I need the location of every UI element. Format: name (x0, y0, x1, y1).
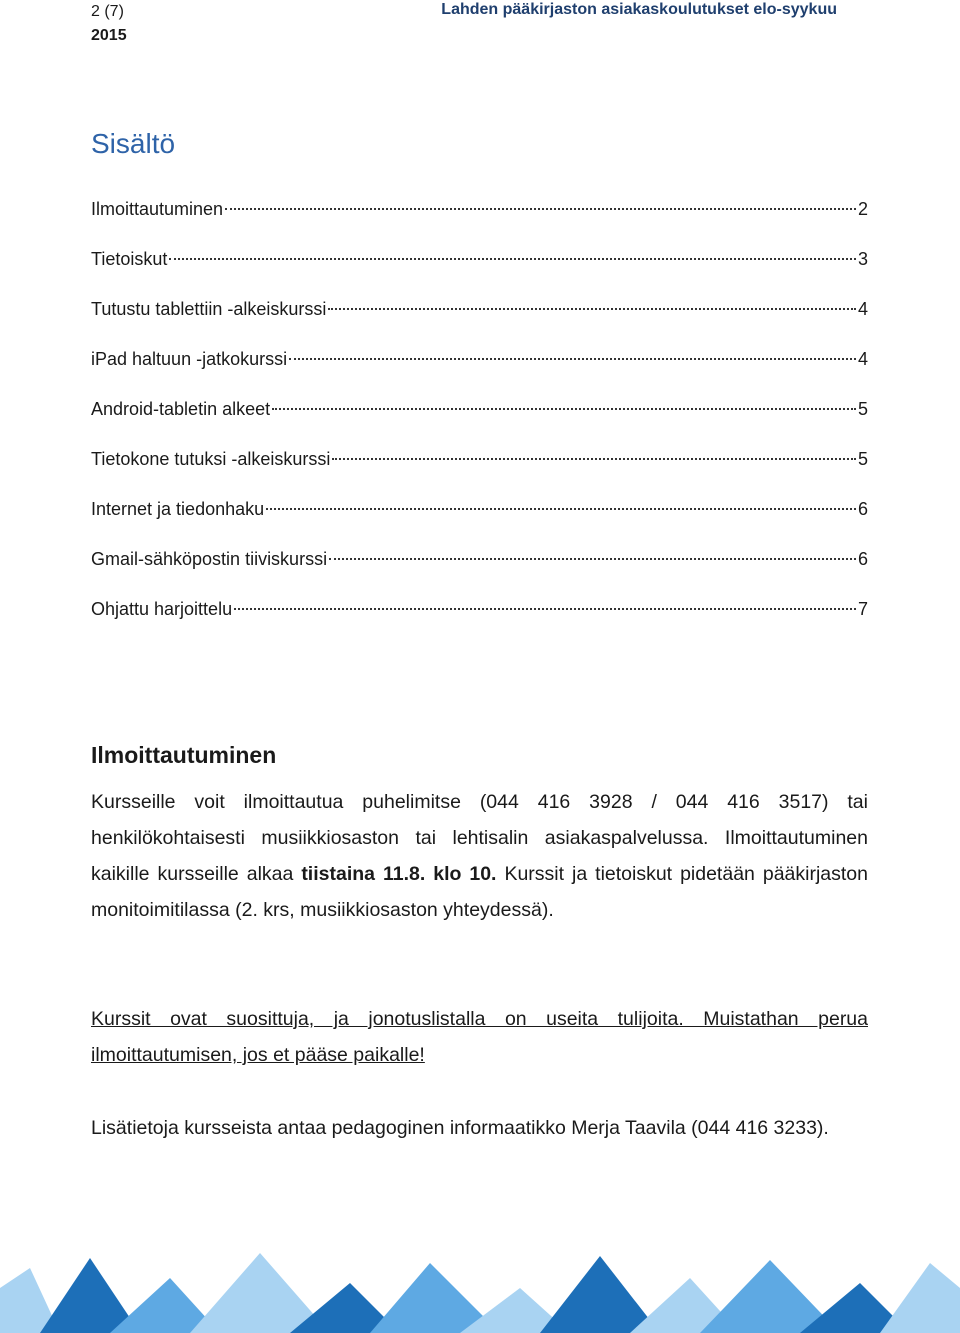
toc-item-label: Ohjattu harjoittelu (91, 599, 233, 619)
header-year: 2015 (91, 27, 127, 44)
page-number-block (91, 0, 127, 48)
table-of-contents (91, 196, 868, 646)
toc-leader (169, 258, 856, 260)
toc-item[interactable] (91, 196, 868, 246)
toc-leader (289, 358, 856, 360)
toc-item-page: 4 (857, 299, 868, 319)
toc-item-label: iPad haltuun -jatkokurssi (91, 349, 288, 369)
registration-text-start: Kursseille voit ilmoittautua puhelimitse (044 416 3928 / 044 416 3517) tai henkilökohtaisesti musiikkiosaston tai lehtisalin asiakaspalvelussa. Ilmoittautuminen kaikille kursseille alkaa (91, 791, 868, 885)
toc-item-page: 2 (857, 199, 868, 219)
toc-heading: Sisältö (91, 128, 176, 159)
header-title: Lahden pääkirjaston asiakaskoulutukset elo-syykuu (441, 1, 837, 18)
toc-leader (332, 458, 856, 460)
section-heading: Ilmoittautuminen (91, 742, 277, 768)
toc-leader (266, 508, 856, 510)
page-number: 2 (7) (91, 3, 124, 20)
toc-item-label: Gmail-sähköpostin tiiviskurssi (91, 549, 328, 569)
toc-item[interactable] (91, 296, 868, 346)
toc-item-label: Tietoiskut (91, 249, 168, 269)
footer-decoration (0, 1248, 960, 1333)
toc-leader (225, 208, 856, 210)
toc-item[interactable] (91, 546, 868, 596)
toc-leader (234, 608, 856, 610)
toc-leader (328, 308, 856, 310)
toc-leader (272, 408, 856, 410)
toc-item-page: 5 (857, 399, 868, 419)
toc-item[interactable] (91, 246, 868, 296)
toc-item-label: Tietokone tutuksi -alkeiskurssi (91, 449, 331, 469)
toc-item[interactable] (91, 496, 868, 546)
toc-item-page: 4 (857, 349, 868, 369)
registration-start-date: tiistaina 11.8. klo 10. (301, 863, 497, 885)
toc-item-page: 3 (857, 249, 868, 269)
toc-item-label: Android-tabletin alkeet (91, 399, 271, 419)
toc-item[interactable] (91, 446, 868, 496)
registration-paragraph (91, 784, 868, 928)
toc-item[interactable] (91, 596, 868, 646)
registration-text-end: Kurssit ja tietoiskut pidetään pääkirjaston monitoimitilassa (2. krs, musiikkiosaston yhteydessä). (91, 863, 868, 921)
toc-item-label: Ilmoittautuminen (91, 199, 224, 219)
notice-paragraph: Kurssit ovat suosittuja, ja jonotuslistalla on useita tulijoita. Muistathan perua ilmoittautumisen, jos et pääse paikalle! (91, 1008, 868, 1066)
contact-paragraph: Lisätietoja kursseista antaa pedagoginen informaatikko Merja Taavila (044 416 3233). (91, 1117, 829, 1139)
toc-item[interactable] (91, 396, 868, 446)
toc-item-page: 6 (857, 499, 868, 519)
toc-item-page: 6 (857, 549, 868, 569)
toc-leader (329, 558, 856, 560)
toc-item-page: 5 (857, 449, 868, 469)
toc-item-label: Tutustu tablettiin -alkeiskurssi (91, 299, 327, 319)
toc-item[interactable] (91, 346, 868, 396)
toc-item-label: Internet ja tiedonhaku (91, 499, 265, 519)
toc-item-page: 7 (857, 599, 868, 619)
